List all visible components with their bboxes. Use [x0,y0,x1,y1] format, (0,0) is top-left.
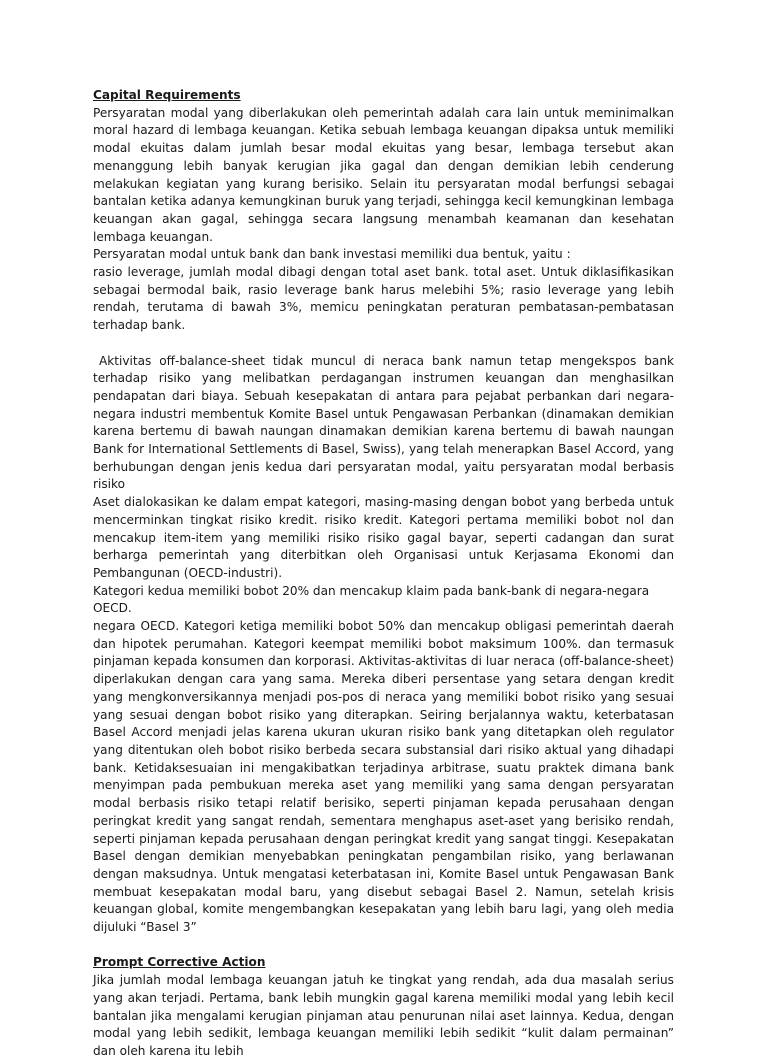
paragraph-leverage-ratio: rasio leverage, jumlah modal dibagi dengan total aset bank. total aset. Untuk diklasifikasikan sebagai bermodal baik, rasio leverage bank harus melebihi 5%; rasio leverage yang lebih rendah, terutama di bawah 3%, memicu peningkatan peraturan pembatasan-pembatasan terhadap bank. [93,265,674,333]
paragraph-second-category: Kategori kedua memiliki bobot 20% dan mencakup klaim pada bank-bank di negara-negara OECD. [93,583,650,616]
blank-line [93,335,674,353]
paragraph-two-forms: Persyaratan modal untuk bank dan bank investasi memiliki dua bentuk, yaitu : [93,247,571,262]
document-page [93,87,674,1061]
paragraph-off-balance-sheet: Aktivitas off-balance-sheet tidak muncul di neraca bank namun tetap mengekspos bank terhadap risiko yang melibatkan perdagangan instrumen keuangan dan menghasilkan pendapatan dari biaya. Sebuah kesepakatan di antara para pejabat perbankan dari negara-negara industri membentuk Komite Basel untuk Pengawasan Perbankan (dinamakan demikian karena bertemu di bawah naungan dinamakan demikian karena bertemu di bawah naungan Bank for International Settlements di Basel, Swiss), yang telah menerapkan Basel Accord, yang berhubungan dengan jenis kedua dari persyaratan modal, yaitu persyaratan modal berbasis risiko [93,353,674,492]
paragraph-prompt-corrective-action: Jika jumlah modal lembaga keuangan jatuh ke tingkat yang rendah, ada dua masalah serius yang akan terjadi. Pertama, bank lebih mungkin gagal karena memiliki modal yang lebih kecil bantalan jika mengalami kerugian pinjaman atau penurunan nilai aset lainnya. Kedua, dengan modal yang lebih sedikit, lembaga keuangan memiliki lebih sedikit “kulit dalam permainan” dan oleh karena itu lebih [93,973,674,1058]
section-heading-prompt-corrective-action: Prompt Corrective Action [93,955,266,970]
blank-line [93,937,674,955]
section-heading-capital-requirements: Capital Requirements [93,88,241,102]
paragraph-asset-categories: Aset dialokasikan ke dalam empat kategori, masing-masing dengan bobot yang berbeda untuk mencerminkan tingkat risiko kredit. risiko kredit. Kategori pertama memiliki bobot nol dan mencakup item-item yang memiliki risiko risiko gagal bayar, seperti cadangan dan surat berharga pemerintah yang diterbitkan oleh Organisasi untuk Kerjasama Ekonomi dan Pembangunan (OECD-industri). [93,495,674,580]
paragraph-capital-intro: Persyaratan modal yang diberlakukan oleh pemerintah adalah cara lain untuk meminimalkan moral hazard di lembaga keuangan. Ketika sebuah lembaga keuangan dipaksa untuk memiliki modal ekuitas dalam jumlah besar modal ekuitas yang besar, lembaga tersebut akan menanggung lebih banyak kerugian jika gagal dan dengan demikian lebih cenderung melakukan kegiatan yang kurang berisiko. Selain itu persyaratan modal berfungsi sebagai bantalan ketika adanya kemungkinan buruk yang terjadi, sehingga kecil kemungkinan lembaga keuangan akan gagal, sehingga secara langsung menambah keamanan dan kesehatan lembaga keuangan. [93,105,674,244]
paragraph-basel-accord: negara OECD. Kategori ketiga memiliki bobot 50% dan mencakup obligasi pemerintah daerah dan hipotek perumahan. Kategori keempat memiliki bobot maksimum 100%. dan termasuk pinjaman kepada konsumen dan korporasi. Aktivitas-aktivitas di luar neraca (off-balance-sheet) diperlakukan dengan cara yang sama. Mereka diberi persentase yang setara dengan kredit yang mengkonversikannya menjadi pos-pos di neraca yang memiliki bobot risiko yang sesuai yang sesuai dengan bobot risiko yang diterapkan. Seiring berjalannya waktu, keterbatasan Basel Accord menjadi jelas karena ukuran ukuran risiko bank yang ditetapkan oleh regulator yang ditentukan oleh bobot risiko berbeda secara substansial dari risiko aktual yang dihadapi bank. Ketidaksesuaian ini mengakibatkan terjadinya arbitrase, suatu praktek dimana bank menyimpan pada pembukuan mereka aset yang memiliki yang sama dengan persyaratan modal berbasis risiko tetapi relatif berisiko, seperti pinjaman kepada perusahaan dengan peringkat kredit yang sangat rendah, sementara menghapus aset-aset yang berisiko rendah, seperti pinjaman kepada perusahaan dengan peringkat kredit yang sangat tinggi. Kesepakatan Basel dengan demikian menyebabkan peningkatan pengambilan risiko, yang berlawanan dengan maksudnya. Untuk mengatasi keterbatasan ini, Komite Basel untuk Pengawasan Bank membuat kesepakatan modal baru, yang disebut sebagai Basel 2. Namun, setelah krisis keuangan global, komite mengembangkan kesepakatan yang lebih baru lagi, yang oleh media dijuluki “Basel 3” [93,619,674,935]
